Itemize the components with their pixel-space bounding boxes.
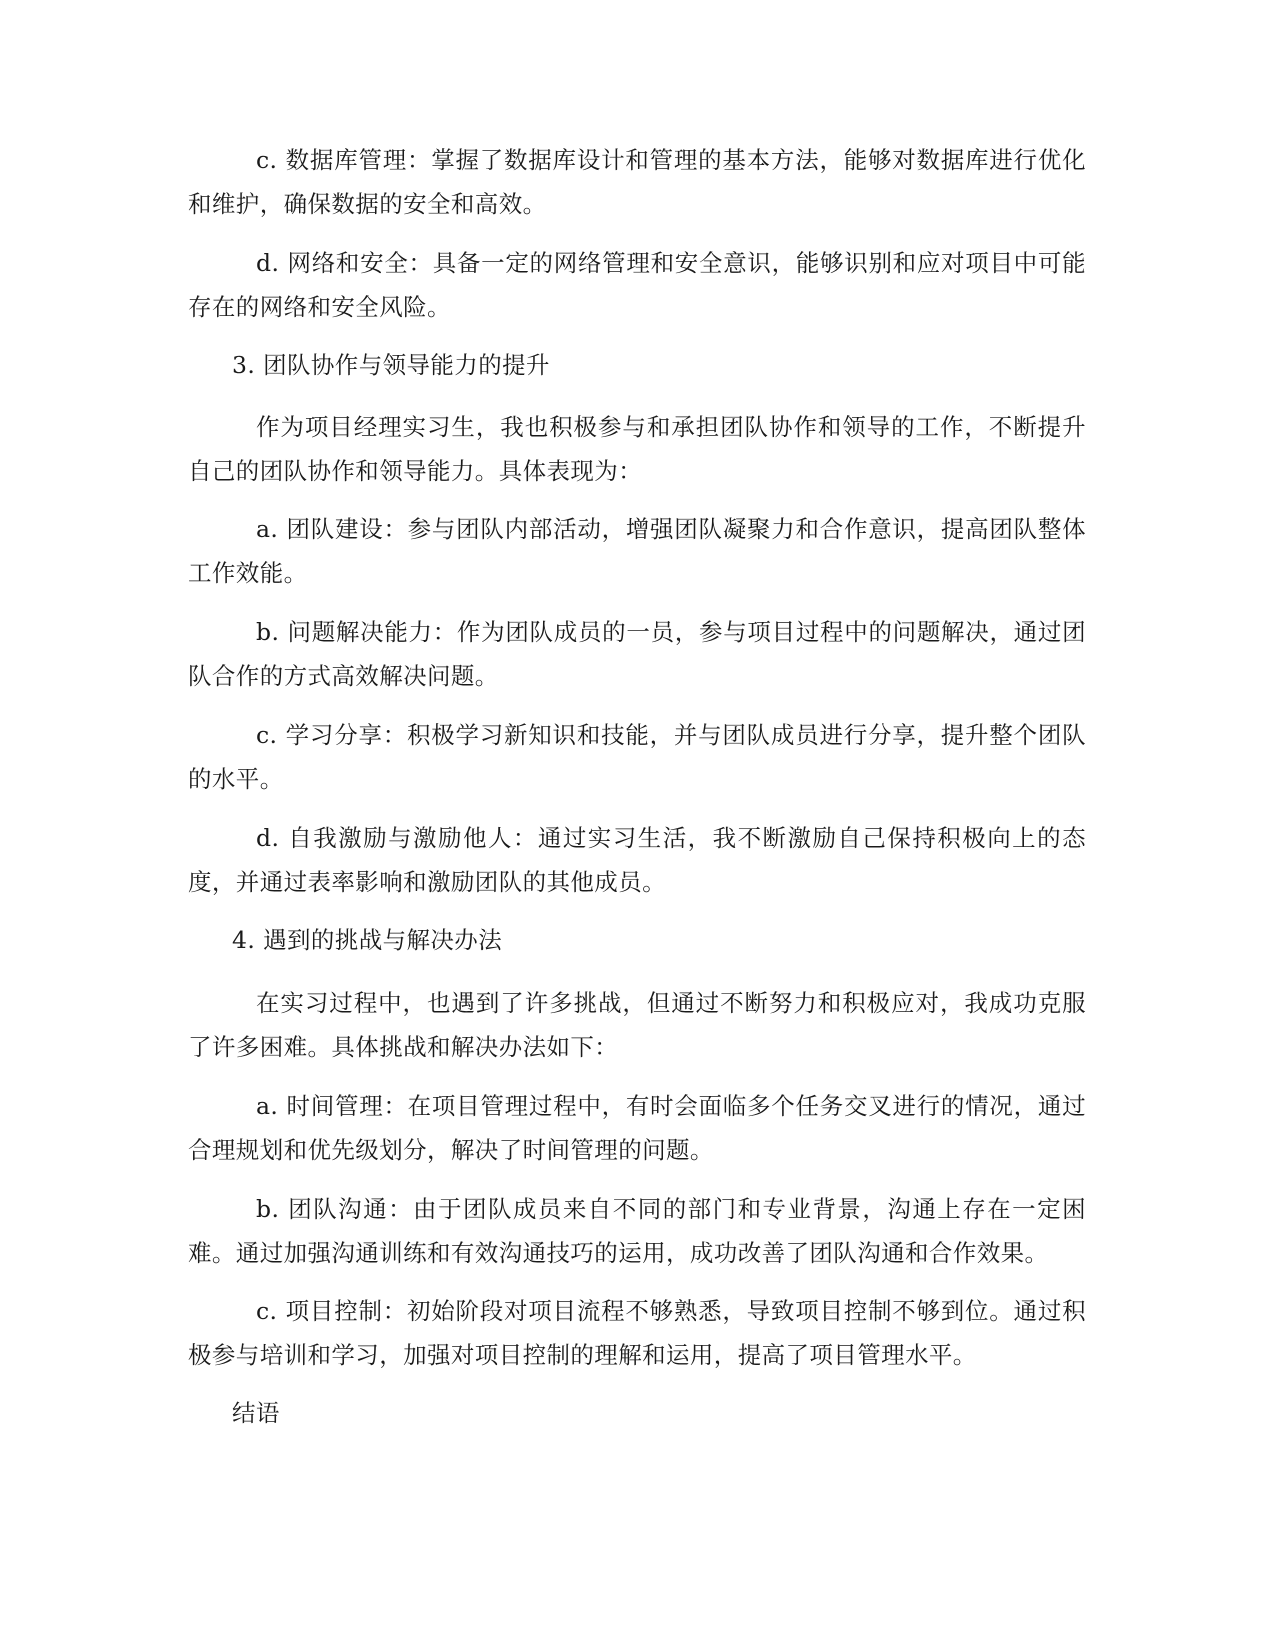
paragraph-team-building: a. 团队建设：参与团队内部活动，增强团队凝聚力和合作意识，提高团队整体工作效能。: [188, 515, 1086, 587]
paragraph-time-management: a. 时间管理：在项目管理过程中，有时会面临多个任务交叉进行的情况，通过合理规划和优先级划分，解决了时间管理的问题。: [188, 1092, 1086, 1164]
section-heading-conclusion: 结语: [232, 1399, 280, 1427]
paragraph-problem-solving: b. 问题解决能力：作为团队成员的一员，参与项目过程中的问题解决，通过团队合作的方式高效解决问题。: [188, 618, 1086, 690]
paragraph-team-communication: b. 团队沟通：由于团队成员来自不同的部门和专业背景，沟通上存在一定困难。通过加强沟通训练和有效沟通技巧的运用，成功改善了团队沟通和合作效果。: [188, 1195, 1086, 1267]
paragraph-database-management: c. 数据库管理：掌握了数据库设计和管理的基本方法，能够对数据库进行优化和维护，确保数据的安全和高效。: [188, 146, 1086, 218]
paragraph-challenges-intro: 在实习过程中，也遇到了许多挑战，但通过不断努力和积极应对，我成功克服了许多困难。具体挑战和解决办法如下：: [188, 989, 1086, 1061]
paragraph-project-control: c. 项目控制：初始阶段对项目流程不够熟悉，导致项目控制不够到位。通过积极参与培训和学习，加强对项目控制的理解和运用，提高了项目管理水平。: [188, 1297, 1086, 1369]
section-heading-teamwork: 3. 团队协作与领导能力的提升: [232, 351, 550, 379]
paragraph-motivation: d. 自我激励与激励他人：通过实习生活，我不断激励自己保持积极向上的态度，并通过表率影响和激励团队的其他成员。: [188, 824, 1086, 896]
paragraph-network-security: d. 网络和安全：具备一定的网络管理和安全意识，能够识别和应对项目中可能存在的网络和安全风险。: [188, 249, 1086, 321]
section-heading-challenges: 4. 遇到的挑战与解决办法: [232, 926, 503, 954]
paragraph-teamwork-intro: 作为项目经理实习生，我也积极参与和承担团队协作和领导的工作，不断提升自己的团队协作和领导能力。具体表现为：: [188, 413, 1086, 485]
paragraph-learning-sharing: c. 学习分享：积极学习新知识和技能，并与团队成员进行分享，提升整个团队的水平。: [188, 721, 1086, 793]
